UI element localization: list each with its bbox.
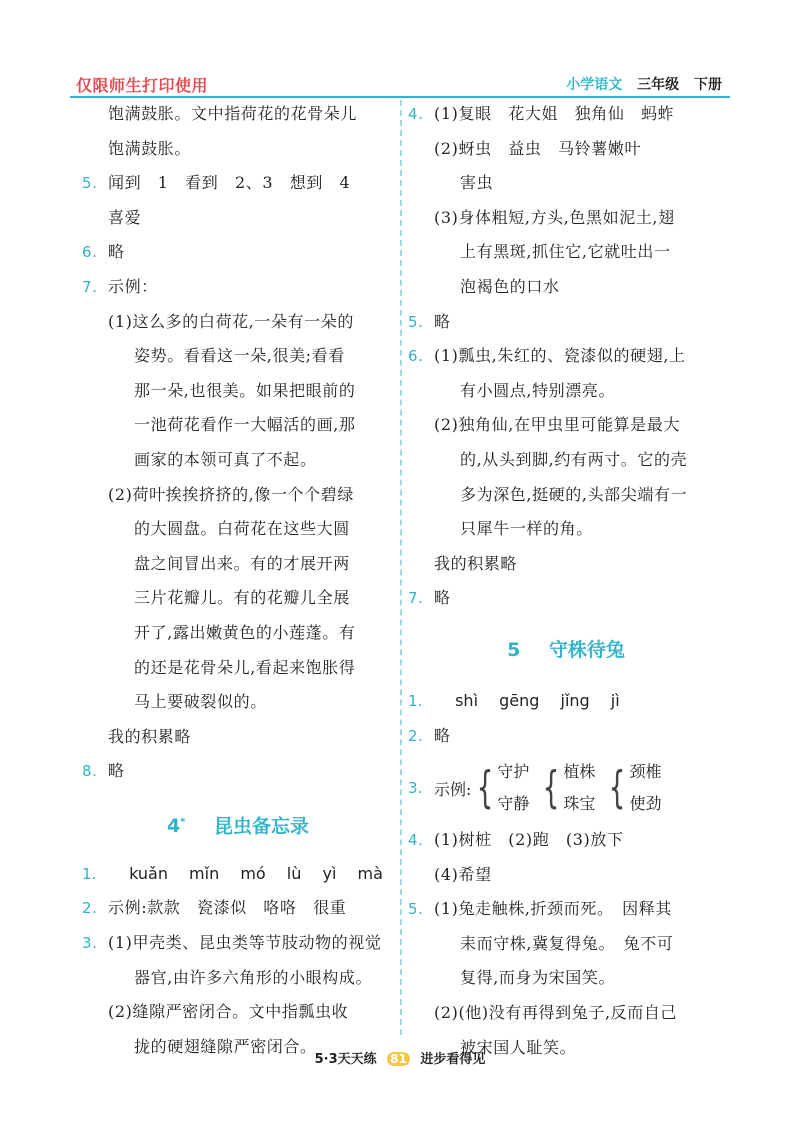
- word-group: { 守护 守静: [477, 762, 530, 814]
- lesson-name: 守株待兔: [548, 638, 625, 661]
- volume-label: 下册: [694, 77, 722, 93]
- answer-item-7: 7. 示例：: [82, 276, 158, 296]
- subject-label: 小学语文: [566, 77, 623, 93]
- answer-line: 饱满鼓胀。: [108, 138, 192, 158]
- lesson-title: [82, 789, 394, 857]
- answer-line: 只犀牛一样的角。: [460, 519, 593, 539]
- answer-line: 被宋国人耻笑。: [460, 1037, 577, 1057]
- answer-item-1: 1. kuǎn mǐn mó lù yì mà: [82, 863, 383, 883]
- answer-line: 拢的硬翅缝隙严密闭合。: [134, 1036, 317, 1056]
- answer-line: 的还是花骨朵儿,看起来饱胀得: [134, 657, 356, 677]
- answer-line: (2)荷叶挨挨挤挤的,像一个个碧绿: [108, 484, 354, 504]
- answer-line: (3)身体粗短,方头,色黑如泥土,翅: [434, 207, 675, 227]
- book-info: [556, 74, 722, 94]
- answer-item-8: 8. 略: [82, 761, 125, 781]
- answer-line: 那一朵,也很美。如果把眼前的: [134, 380, 356, 400]
- answer-line: (2)缝隙严密闭合。文中指瓢虫收: [108, 1002, 349, 1022]
- accumulation-note: 我的积累略: [434, 553, 518, 573]
- answer-line: 三片花瓣儿。有的花瓣儿全展: [134, 588, 350, 608]
- accumulation-note: 我的积累略: [108, 726, 192, 746]
- answer-line: 耒而守株,冀复得兔。 兔不可: [460, 933, 674, 953]
- pinyin: yì: [322, 863, 337, 883]
- answer-line: 的,从头到脚,约有两寸。它的壳: [460, 449, 688, 469]
- brand-label: 5·3天天练: [314, 1052, 377, 1067]
- answer-line: 一池荷花看作一大幅活的画,那: [134, 415, 356, 435]
- word-group: { 植株 珠宝: [543, 762, 596, 814]
- example-label: 示例:: [434, 779, 472, 799]
- pinyin: shì: [455, 690, 479, 710]
- answer-item-3: 3. (1)甲壳类、昆虫类等节肢动物的视觉: [82, 933, 382, 953]
- left-column: [82, 97, 394, 1064]
- answer-line: 泡褐色的口水: [460, 276, 560, 296]
- answer-line: 盘之间冒出来。有的才展开两: [134, 553, 350, 573]
- answer-line: 多为深色,挺硬的,头部尖端有一: [460, 484, 688, 504]
- answer-line: 有小圆点,特别漂亮。: [460, 380, 616, 400]
- answer-item-5: 5. (1)兔走触株,折颈而死。 因释其: [408, 899, 672, 919]
- answer-item-2: 2. 示例:款款 瓷漆似 咯咯 很重: [82, 898, 347, 918]
- pinyin: mà: [357, 863, 383, 883]
- pinyin: mǐn: [189, 863, 220, 883]
- answer-item-5: 5. 闻到 1 看到 2、3 想到 4: [82, 173, 351, 193]
- answer-line: 马上要破裂似的。: [134, 692, 267, 712]
- answer-line: 饱满鼓胀。文中指荷花的花骨朵儿: [108, 104, 358, 123]
- lesson-number: 4*: [166, 815, 186, 838]
- word-group: { 颈椎 使劲: [609, 762, 662, 814]
- pinyin: kuǎn: [129, 863, 168, 883]
- brace-icon: {: [543, 762, 560, 814]
- answer-line: (4)希望: [434, 864, 492, 884]
- pinyin: jǐng: [560, 690, 590, 710]
- page-number: 81: [387, 1052, 410, 1066]
- answer-line: (2)独角仙,在甲虫里可能算是最大: [434, 415, 680, 435]
- answer-line: (1)这么多的白荷花,一朵有一朵的: [108, 311, 354, 331]
- pinyin: gēng: [499, 690, 540, 710]
- page-footer: [0, 1048, 800, 1067]
- answer-item-4: 4. (1)树桩 (2)跑 (3)放下: [408, 830, 624, 850]
- answer-item-7: 7. 略: [408, 588, 451, 608]
- right-column: [408, 97, 724, 1065]
- answer-item-2: 2. 略: [408, 725, 451, 745]
- lesson-title: [408, 616, 724, 684]
- answer-line: 开了,露出嫩黄色的小莲蓬。有: [134, 622, 356, 642]
- answer-item-1: 1. shì gēng jǐng jì: [408, 690, 620, 710]
- answer-item-4: 4. (1)复眼 花大姐 独角仙 蚂蚱: [408, 104, 675, 123]
- lesson-number: 5: [507, 638, 521, 661]
- answer-line: 上有黑斑,抓住它,它就吐出一: [460, 242, 671, 262]
- grade-label: 三年级: [637, 77, 680, 93]
- answer-item-6: 6. 略: [82, 242, 125, 262]
- answer-line: (2)蚜虫 益虫 马铃薯嫩叶: [434, 138, 642, 158]
- answer-line: 画家的本领可真了不起。: [134, 449, 317, 469]
- slogan: 进步看得见: [420, 1052, 486, 1067]
- pinyin: mó: [240, 863, 266, 883]
- answer-line: 姿势。看看这一朵,很美;看看: [134, 346, 345, 366]
- answer-line: (2)(他)没有再得到兔子,反而自己: [434, 1003, 678, 1023]
- answer-line: 害虫: [460, 173, 494, 193]
- column-divider: [400, 100, 402, 1035]
- print-notice: 仅限师生打印使用: [76, 76, 209, 95]
- pinyin: lù: [286, 863, 302, 883]
- answer-line: 复得,而身为宋国笑。: [460, 968, 616, 988]
- answer-line: 喜爱: [108, 207, 142, 227]
- lesson-name: 昆虫备忘录: [214, 815, 310, 838]
- answer-item-6: 6. (1)瓢虫,朱红的、瓷漆似的硬翅,上: [408, 346, 686, 366]
- answer-line: 的大圆盘。白荷花在这些大圆: [134, 519, 350, 539]
- answer-item-3: 3. 示例: { 守护 守静 { 植株 珠宝 { 颈椎 使劲: [408, 753, 724, 823]
- pinyin: jì: [610, 690, 620, 710]
- brace-icon: {: [477, 762, 494, 814]
- answer-item-5: 5. 略: [408, 311, 451, 331]
- answer-line: 器官,由许多六角形的小眼构成。: [134, 967, 373, 987]
- brace-icon: {: [609, 762, 626, 814]
